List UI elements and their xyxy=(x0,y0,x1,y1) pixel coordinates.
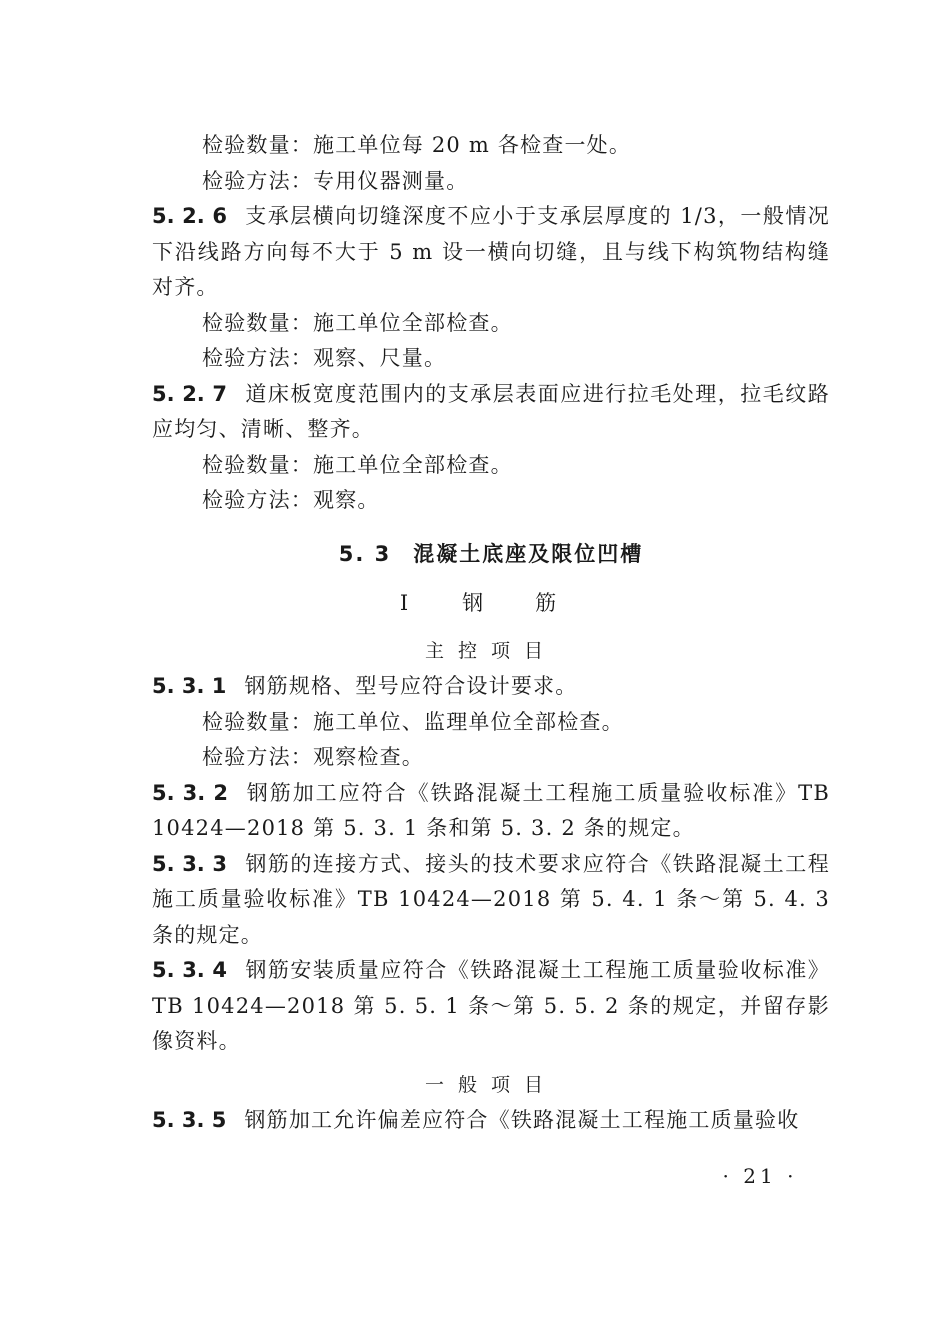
clause-text: 钢筋加工允许偏差应符合《铁路混凝土工程施工质量验收 xyxy=(244,1108,800,1132)
group-heading-general: 一般项目 xyxy=(424,1073,557,1096)
group-heading-main-control: 主控项目 xyxy=(424,639,557,662)
subsection-title-char: 钢 xyxy=(462,591,484,615)
subsection-title-char: 筋 xyxy=(535,591,557,615)
subsection-roman-numeral: Ⅰ xyxy=(399,591,409,615)
clause-5-3-2 xyxy=(152,776,830,847)
inspection-quantity-line: 检验数量：施工单位每 20 m 各检查一处。 xyxy=(202,133,632,157)
inspection-method-line: 检验方法：观察、尺量。 xyxy=(202,346,447,370)
clause-5-3-5 xyxy=(152,1103,830,1139)
section-number: 5. 3 xyxy=(338,541,392,566)
clause-number: 5. 3. 4 xyxy=(152,958,228,982)
clause-text: 钢筋加工应符合《铁路混凝土工程施工质量验收标准》TB 10424—2018 第 5. 3. 1 条和第 5. 3. 2 条的规定。 xyxy=(152,780,830,840)
page-body xyxy=(152,128,830,1139)
clause-5-2-6 xyxy=(152,199,830,306)
clause-text: 道床板宽度范围内的支承层表面应进行拉毛处理，拉毛纹路应均匀、清晰、整齐。 xyxy=(152,381,830,441)
clause-number: 5. 3. 5 xyxy=(152,1108,227,1132)
clause-text: 钢筋的连接方式、接头的技术要求应符合《铁路混凝土工程施工质量验收标准》TB 10424—2018 第 5. 4. 1 条～第 5. 4. 3 条的规定。 xyxy=(152,851,830,947)
inspection-quantity-line: 检验数量：施工单位全部检查。 xyxy=(202,452,513,477)
inspection-quantity-line: 检验数量：施工单位、监理单位全部检查。 xyxy=(202,709,624,734)
subsection-heading-rebar xyxy=(152,586,830,622)
clause-5-2-7 xyxy=(152,377,830,448)
clause-5-3-1 xyxy=(152,669,830,705)
clause-number: 5. 2. 7 xyxy=(152,381,228,406)
clause-5-3-3 xyxy=(152,847,830,954)
clause-number: 5. 3. 2 xyxy=(152,780,228,805)
inspection-method-line: 检验方法：观察检查。 xyxy=(202,745,424,769)
section-title: 混凝土底座及限位凹槽 xyxy=(413,541,644,566)
clause-number: 5. 2. 6 xyxy=(152,204,227,228)
clause-number: 5. 3. 1 xyxy=(152,674,227,698)
inspection-quantity-line: 检验数量：施工单位全部检查。 xyxy=(202,310,513,335)
section-heading-5-3 xyxy=(152,537,830,573)
clause-5-3-4 xyxy=(152,953,830,1060)
clause-number: 5. 3. 3 xyxy=(152,851,228,876)
clause-text: 钢筋安装质量应符合《铁路混凝土工程施工质量验收标准》TB 10424—2018 第 5. 5. 1 条～第 5. 5. 2 条的规定，并留存影像资料。 xyxy=(152,958,830,1053)
clause-text: 钢筋规格、型号应符合设计要求。 xyxy=(244,674,578,698)
clause-text: 支承层横向切缝深度不应小于支承层厚度的 1/3，一般情况下沿线路方向每不大于 5 m 设一横向切缝，且与线下构筑物结构缝对齐。 xyxy=(152,204,830,299)
inspection-method-line: 检验方法：专用仪器测量。 xyxy=(202,168,469,193)
inspection-method-line: 检验方法：观察。 xyxy=(202,488,380,512)
page-number: · 21 · xyxy=(722,1164,798,1188)
